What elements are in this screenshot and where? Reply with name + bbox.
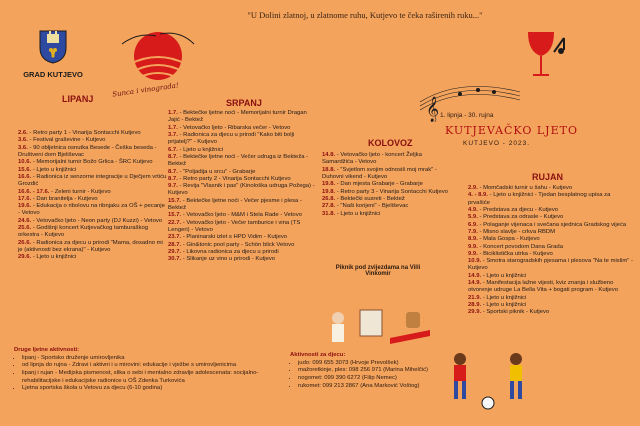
event-row [18,167,168,174]
festival-dates: 1. lipnja - 30. rujna [440,112,494,119]
event-text: - Memorijalni turnir Božo Grlica - ŠRC Kutjevo [32,159,153,166]
event-text: - Slikanje uz vino u prirodi - Kutjevo [182,256,276,263]
event-row [18,130,168,137]
column-kolovoz [322,152,452,218]
event-date: 3.7. [168,131,178,138]
event-row [168,242,318,249]
month-heading-kolovoz: KOLOVOZ [368,138,413,148]
event-text: - Predstava za djecu - Kutjevo [479,206,559,213]
event-text: - Planinarski izlet s HPD Vidim - Kutjevo [182,234,288,241]
event-date: 19.8. [322,181,336,188]
event-date: 9.7. [168,183,178,190]
event-row [18,174,168,189]
event-row [468,185,633,192]
event-row [468,273,633,280]
event-date: 8.7. [168,153,178,160]
event-row [468,309,633,316]
crest-label: GRAD KUTJEVO [23,70,83,79]
event-row [322,152,452,167]
event-row [322,181,452,188]
event-date: 14.8. [322,152,336,158]
event-date: 15.7. [168,212,182,219]
event-text: - Predstava za odrasle - Kutjevo [479,214,564,221]
event-row [18,189,168,196]
event-row [322,196,452,203]
event-text: - Bektečke ljetne noći - Večer udruga iz Bekteža - Bektež [168,153,309,168]
event-row [468,222,633,229]
event-row [468,251,633,258]
event-row [468,229,633,236]
event-date: 26.6. [18,239,32,246]
city-crest-icon [38,28,68,64]
list-item: • judo: 099 655 3073 (Hrvoje Prevolšek) [298,360,440,368]
event-text: - Ljeto u knjižnici [336,210,381,217]
event-row [468,244,633,251]
event-row [18,137,168,144]
event-row [468,295,633,302]
motto: "U Dolini zlatnoj, u zlatnome ruhu, Kutjevo te čeka raširenih ruku..." [247,10,483,20]
event-date: 2.9. [468,185,478,191]
event-date: 10.6. [18,159,32,166]
event-row [468,280,633,295]
event-date: 5.9. [468,214,478,221]
event-row [468,192,633,207]
event-text: - Koncert povodom Dana Grada [479,243,563,250]
event-date: 18.8. [322,166,336,173]
list-item: • rukomet: 099 213 2867 (Ana Marković Voštog) [298,383,440,391]
event-text: - "Svjetlom svojim odnosiš moj mrak" - Duhovni vikend - Kutjevo [322,166,437,180]
column-srpanj [168,110,318,264]
event-row [18,159,168,166]
event-date: 1.7. [168,110,178,116]
event-date: 8.7. [168,175,178,182]
kids-activities-heading: Aktivnosti za djecu: [290,352,346,358]
event-date: 15.7. [168,197,182,204]
event-row [168,256,318,263]
event-date: 14.9. [468,280,482,287]
event-date: 16.6. - 17.6. [18,188,50,195]
event-text: - Polaganje vijenaca i svečana sjednica Gradskog vijeća [479,221,627,228]
event-row [168,249,318,256]
month-heading-srpanj: SRPANJ [226,98,262,108]
event-date: 21.9. [468,294,482,301]
month-heading-lipanj: LIPANJ [62,94,94,104]
event-text: - Ljeto u knjižnici [179,146,224,153]
event-text: - Smotra starogradskih pjesama i plesova "Na te mislim" - Kutjevo [468,258,633,272]
event-date: 27.8. [322,203,336,210]
event-text: - Bektečke ljetne noći - Memorijalni turnir Dragan Jajić - Bektež [168,110,307,124]
event-row [322,203,452,210]
event-text: - Revija "Vlasnik i pas" (Kinološka udruga Požega) - Kutjevo [168,183,315,197]
event-row [168,183,318,198]
event-date: 10.9. [468,258,482,265]
event-date: 28.9. [468,302,482,308]
event-text: - Ljeto u knjižnici [32,254,77,261]
event-text: - Vetovačko ljeto - Večer tamburice i vina (TS Lengeri) - Vetovo [168,219,301,233]
event-row [468,207,633,214]
list-item: • Ljetna sportska škola u Vetovu za djecu (6-10 godina) [22,385,284,393]
event-row [18,218,168,225]
event-text: - Ljeto u knjižnici [482,272,527,279]
event-row [168,125,318,132]
column-rujan [468,185,633,317]
event-row [18,240,168,255]
event-text: - Radionica za djecu u prirodi "Kako biti bolji prijatelj?" - Kutjevo [168,131,295,146]
event-text: - Ljeto u knjižnici [482,294,527,301]
event-date: 3.6. [18,144,28,151]
event-date: 23.7. [168,234,182,241]
event-date: 2.6. [18,130,28,136]
event-date: 28.7. [168,241,182,248]
event-text: - Retro party 1 - Vinarija Sontacchi Kutjevo [29,130,141,136]
event-text: - Momčadski turnir u šahu - Kutjevo [479,185,573,191]
event-text: - Dan mjesta Grabarje - Grabarje [336,181,423,188]
event-row [322,189,452,196]
event-text: - Misno slavlje - crkva RBDM [479,228,556,235]
event-text: - 90 obljetnica osnutka Besede - Češka beseda - Društveni dom Bjeliševac [18,144,157,158]
event-row [468,258,633,273]
event-date: 22.7. [168,219,182,226]
event-text: - Festival graševine - Kutjevo [29,137,106,144]
event-text: - Bektečke ljetne noći - Večer pjesme i plesa - Bektež [168,197,302,212]
event-text: - Vetovačko ljeto - Neon party (DJ Kuzzi) - Vetovo [32,217,163,224]
event-date: 4. - 8.9. [468,192,488,199]
event-date: 31.8. [322,210,336,217]
event-row [468,214,633,221]
event-date: 29.7. [168,248,182,255]
event-date: 30.7. [168,256,182,263]
event-text: - Zeleni turnir - Kutjevo [51,188,111,195]
picnic-scene-icon [320,290,440,350]
event-text: - Bektečki susreti - Bektež [336,195,405,202]
event-date: 29.6. [18,254,32,261]
event-row [18,145,168,160]
event-date: 29.9. [468,309,482,316]
event-text: - Ljeto u knjižnici - Tjedan besplatnog upisa za prvašiće [468,192,611,206]
event-text: - Retro party 2 - Vinarija Sontacchi Kutjevo [179,175,291,182]
event-text: - "Poljadija u srcu" - Grabarje [179,168,256,175]
event-date: 6.7. [168,146,178,153]
event-text: - Biciklistička utrka - Kutjevo [479,250,553,257]
event-date: 25.6. [18,225,32,232]
event-text: - Vetovačko ljeto - Ribarska večer - Vetovo [179,124,291,131]
event-row [168,212,318,219]
event-row [18,225,168,240]
event-row [168,169,318,176]
event-text: - Vetovačko ljeto - M&M i Stela Rade - Vetovo [182,212,302,219]
sunca-label: Sunca i vinograda! [111,81,180,99]
month-heading-rujan: RUJAN [532,172,564,182]
event-row [168,176,318,183]
event-text: - Radionica za djecu u prirodi "Mama, dosadno mi je (aktivnosti bez ekrana)" - Kutjevo [18,239,163,253]
event-text: - Godišnji koncert Kutjevačkog tamburaškog orkestra - Kutjevo [18,225,148,239]
event-date: 8.7. [168,168,178,175]
event-date: 19.6. [18,203,32,210]
event-date: 19.8. [322,188,336,195]
event-date: 3.6. [18,137,28,144]
event-row [168,234,318,241]
event-text: - Retro party 3 - Vinarija Sontacchi Kutjevo [336,188,448,195]
event-date: 24.6. [18,217,32,224]
other-activities-heading: Druge ljetne aktivnosti: [14,347,80,353]
event-text: - Ljeto u knjižnici [482,302,527,308]
event-date: 4.9. [468,206,478,213]
svg-text:𝄞: 𝄞 [426,97,440,122]
event-text: - Gin&tonic pool party - Schön blick Vetovo [182,241,295,248]
event-row [322,211,452,218]
event-text: - Edukacija o ribolovu na ribnjaku za OŠ + pecanje - Vetovo [18,203,165,217]
event-date: 26.8. [322,195,336,202]
list-item: • lipanj - Sportsko druženje umirovljenika [22,355,284,363]
picnic-label: Piknik pod zvijezdama na Villi Vinkomir [335,265,421,277]
event-row [168,147,318,154]
event-date: 15.6. [18,166,32,173]
event-row [168,198,318,213]
event-text: - Vetovačko ljeto - koncert Željka Samardžića - Vetovo [322,152,422,166]
list-item: • od lipnja do rujna - Zdravi i aktivni i u mirovini: edukacije i vježbe s umirovljenicima [22,362,284,370]
event-text: - Likovna radionica za djecu u prirodi [182,248,279,255]
event-row [468,236,633,243]
event-text: - Radionica iz senzorne integracije u Dječjem vrtiću Grozdić [18,173,167,188]
event-row [322,167,452,182]
event-date: 9.9. [468,250,478,257]
list-item: • lipanj i rujan - Medijska pismenost, slika o sebi i mentalno zdravlje adolescenata: socijalno-rehabilitacijske i edukacijske radionice u OŠ Zdenka Turkovića [22,370,284,385]
event-date: 1.7. [168,124,178,131]
event-date: 7.9. [468,228,478,235]
event-date: 9.9. [468,243,478,250]
event-text: - Sportski piknik - Kutjevo [482,309,550,316]
wine-glass-icon [520,28,565,88]
event-text: - Ljeto u knjižnici [32,166,77,173]
event-row [168,220,318,235]
event-row [168,110,318,125]
event-row [18,254,168,261]
event-date: 17.6. [18,195,32,202]
event-text: - Mala Gospa - Kutjevo [479,236,540,243]
kids-playing-icon [430,345,550,415]
other-activities [14,347,284,393]
festival-title: KUTJEVAČKO LJETO [445,124,578,137]
event-date: 6.9. [468,221,478,228]
event-row [18,203,168,218]
festival-subtitle: KUTJEVO - 2023. [463,140,531,147]
event-text: - Manifestacija lažne vijesti, kviz znanja i službeno otvorenje udruge La Bella Vita + bogati program - Kutjevo [468,280,619,294]
event-text: - "Naši korijeni" - Bjeliševac [336,203,409,210]
event-text: - Dan branitelja - Kutjevo [32,195,98,202]
event-date: 8.9. [468,236,478,243]
list-item: • mažoretkinje, ples: 098 256 971 (Marina Mihelčić) [298,367,440,375]
event-row [168,154,318,169]
event-row [468,302,633,309]
list-item: • nogomet: 099 390 6272 (Filip Nemec) [298,375,440,383]
event-row [168,132,318,147]
event-date: 14.9. [468,272,482,279]
column-lipanj [18,130,168,262]
event-date: 16.6. [18,173,32,180]
kids-activities [290,352,440,390]
